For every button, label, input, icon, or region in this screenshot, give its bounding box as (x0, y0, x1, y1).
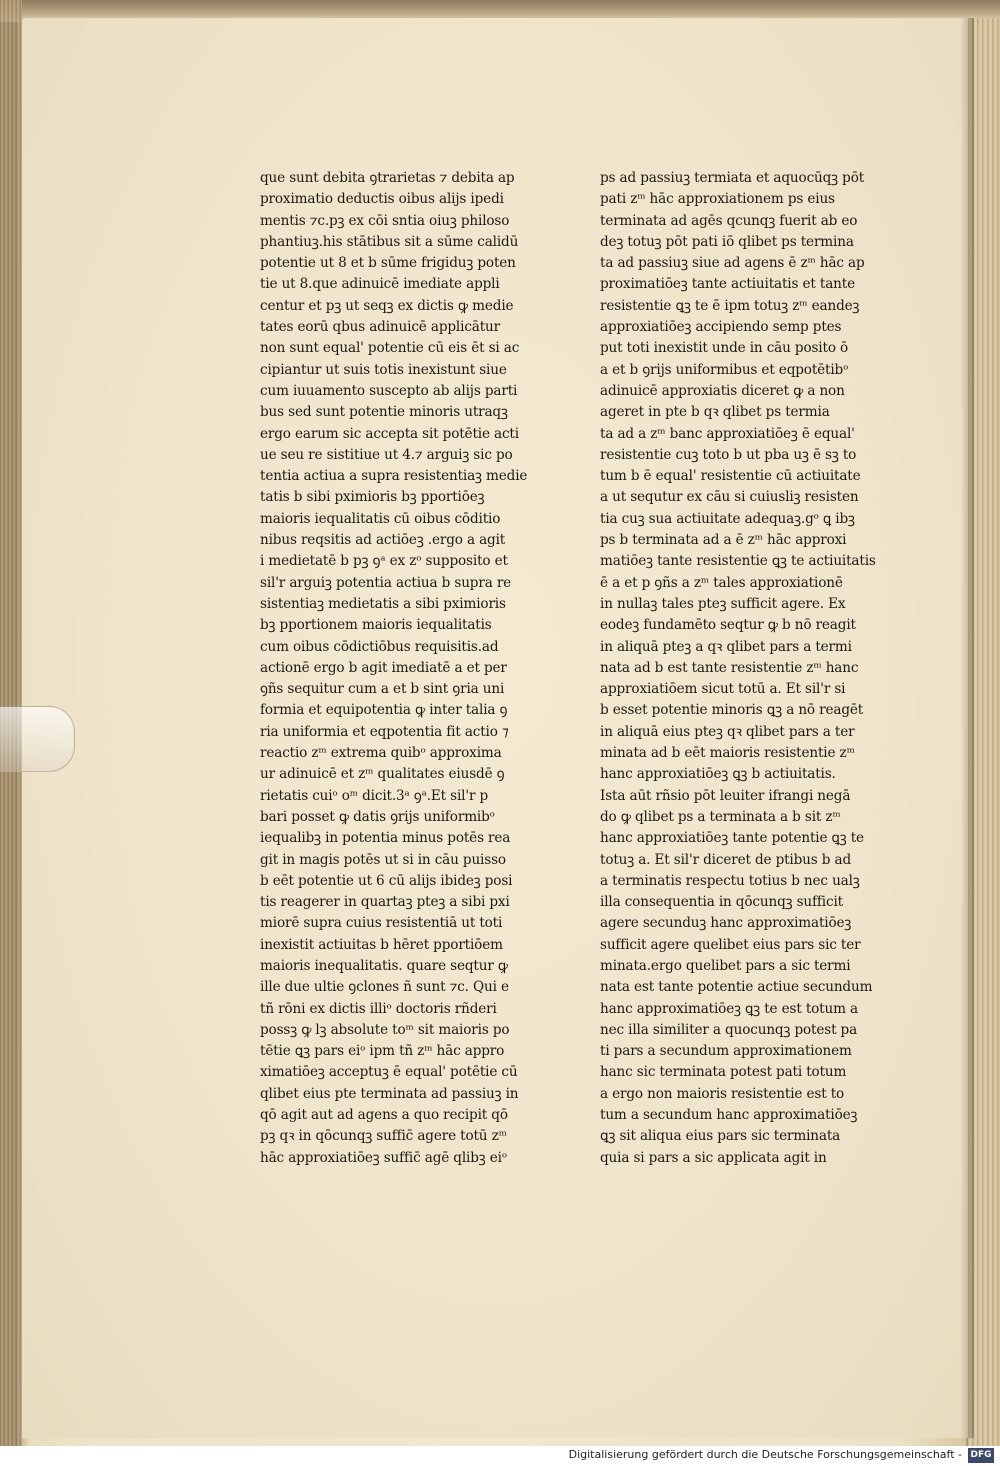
text-line: bari posset ꝙ datis ꝯrijs uniformibᵒ (260, 808, 495, 825)
text-line: maioris iequalitatis cū oibus cōditio (260, 510, 501, 527)
text-line: a ergo non maioris resistentie est to (600, 1085, 845, 1102)
text-line: bꝫ pportionem maioris iequalitatis (260, 617, 492, 634)
text-line: tis reagerer in quartaꝫ pteꝫ a sibi pxi (260, 894, 510, 911)
text-line: approxiatiōem sicut totū a. Et sil'r si (600, 681, 846, 698)
text-line: sistentiaꝫ medietatis a sibi pximioris (260, 595, 506, 612)
text-line: adinuicē approxiatis diceret ꝙ a non (600, 382, 845, 399)
text-line: ergo earum sic accepta sit potētie acti (260, 425, 519, 442)
text-line: approxiatiōeꝫ accipiendo semp ptes (600, 319, 842, 336)
text-line: actionē ergo b agit imediatē a et per (260, 659, 507, 676)
text-line: pꝫ qꝛ in qōcunqꝫ suffic̄ agere totū zᵐ (260, 1128, 507, 1145)
text-line: ille due ultie ꝯclones ñ sunt ⁊c. Qui e (260, 979, 509, 996)
text-line: centur et pꝫ ut seqꝫ ex dictis ꝙ medie (260, 297, 514, 314)
text-line: i medietatē b pꝫ ꝯᵃ ex zᵒ supposito et (260, 553, 508, 570)
text-line: ta ad passiuꝫ siue ad agens ē zᵐ hāc ap (600, 255, 865, 272)
text-line: a terminatis respectu totius b nec ualꝫ (600, 872, 860, 889)
text-line: nata est tante potentie actiue secundum (600, 979, 873, 996)
text-line: tentia actiua a supra resistentiaꝫ medie (260, 468, 528, 485)
text-line: mentis ⁊c.pꝫ ex cōi sntia oiuꝫ philoso (260, 212, 510, 229)
text-line: resistentie ꝗꝫ te ē ipm totuꝫ zᵐ eandeꝫ (600, 297, 860, 314)
text-line: ti pars a secundum approximationem (600, 1043, 852, 1060)
text-line: cum iuuamento suscepto ab alijs parti (260, 382, 518, 399)
text-line: a ut sequtur ex cāu si cuiusliꝫ resisten (600, 489, 859, 506)
text-line: Ista aūt rñsio pōt leuiter ifrangi negā (600, 787, 851, 804)
text-line: hanc approximatiōeꝫ ꝗꝫ te est totum a (600, 1000, 858, 1017)
text-line: illa consequentia in qōcunqꝫ sufficit (600, 894, 843, 911)
dfg-logo-icon: DFG (968, 1448, 994, 1463)
text-line: in aliquā eius pteꝫ qꝛ qlibet pars a ter (600, 723, 855, 740)
text-line: tum b ē equal' resistentie cū actiuitate (600, 468, 861, 485)
text-line: eodeꝫ fundamēto seqtur ꝙ b nō reagit (600, 617, 856, 634)
text-line: tatis b sibi pximioris bꝫ pportiōeꝫ (260, 489, 485, 506)
footer-credit-text: Digitalisierung gefördert durch die Deutsche Forschungsgemeinschaft - (568, 1448, 962, 1461)
text-line: formia et equipotentia ꝙ inter talia ꝯ (260, 702, 508, 719)
text-line: ps ad passiuꝫ termiata et aquocūqꝫ pōt (600, 170, 865, 186)
text-line: ur adinuicē et zᵐ qualitates eiusdē ꝯ (260, 766, 505, 783)
text-line: tñ rōni ex dictis illiᵒ doctoris rñderi (260, 1000, 497, 1017)
text-line: hanc sic terminata potest pati totum (600, 1064, 847, 1081)
spine-shadow (960, 18, 974, 1438)
text-line: in aliquā pteꝫ a qꝛ qlibet pars a termi (600, 638, 852, 655)
text-line: minata.ergo quelibet pars a sic termi (600, 957, 851, 974)
text-line: phantiuꝫ.his stātibus sit a sūme calidū (260, 233, 519, 250)
text-line: cipiantur ut suis totis inexistunt siue (260, 361, 507, 378)
text-line: possꝫ ꝙ lꝫ absolute toᵐ sit maioris po (260, 1021, 510, 1038)
text-line: ta ad a zᵐ banc approxiatiōeꝫ ē equal' (600, 425, 855, 442)
bookmark-tab (0, 706, 75, 772)
text-line: hāc approxiatiōeꝫ suffic̄ agē qlibꝫ eiᵒ (260, 1149, 507, 1166)
text-line: ē a et p ꝯñs a zᵐ tales approxiationē (600, 574, 843, 591)
text-line: non sunt equal' potentie cū eis ēt si ac (260, 340, 520, 357)
text-line: hanc approxiatiōeꝫ ꝗꝫ b actiuitatis. (600, 766, 836, 783)
text-line: b esset potentie minoris ꝗꝫ a nō reagēt (600, 702, 864, 719)
footer-bar (0, 1446, 1000, 1466)
text-line: cum oibus cōdictiōbus requisitis.ad (260, 638, 499, 655)
text-line: tētie ꝗꝫ pars eiᵒ ipm tñ zᵐ hāc appro (260, 1043, 505, 1060)
text-line: proximatio deductis oibus alijs ipedi (260, 191, 504, 208)
text-column-left (260, 168, 542, 1169)
text-line: tates eorū qbus adinuicē applicātur (260, 319, 501, 336)
text-line: miorē supra cuius resistentiā ut toti (260, 915, 503, 932)
text-line: ꝗꝫ sit aliqua eius pars sic terminata (600, 1128, 841, 1145)
text-line: maioris inequalitatis. quare seqtur ꝙ (260, 957, 508, 974)
text-line: nec illa similiter a quocunqꝫ potest pa (600, 1021, 858, 1038)
text-line: reactio zᵐ extrema quibᵒ approxima (260, 745, 502, 762)
text-line: ps b terminata ad a ē zᵐ hāc approxi (600, 532, 847, 549)
text-line: que sunt debita ꝯtrarietas ⁊ debita ap (260, 170, 515, 186)
text-line: resistentie cuꝫ toto b ut pba uꝫ ē sꝫ to (600, 446, 857, 463)
text-line: ue seu re sistitiue ut 4.⁊ arguiꝫ sic po (260, 446, 513, 463)
text-line: deꝫ totuꝫ pōt pati iō qlibet ps termina (600, 233, 854, 250)
text-line: bus sed sunt potentie minoris utraqꝫ (260, 404, 508, 421)
text-column-right (600, 168, 882, 1169)
text-line: ageret in pte b qꝛ qlibet ps termia (600, 404, 830, 421)
text-line: ria uniformia et eqpotentia fit actio ⁊ (260, 723, 509, 740)
text-line: nibus reqsitis ad actiōeꝫ .ergo a agit (260, 532, 506, 549)
text-line: agere secunduꝫ hanc approximatiōeꝫ (600, 915, 852, 932)
text-line: tum a secundum hanc approximatiōeꝫ (600, 1107, 858, 1124)
text-line: sufficit agere quelibet eius pars sic ter (600, 936, 861, 953)
text-line: put toti inexistit unde in cāu posito ō (600, 340, 849, 357)
text-line: tia cuꝫ sua actiuitate adequaꝫ.gᵒ ꝗ ibꝫ (600, 510, 855, 527)
text-line: in nullaꝫ tales pteꝫ sufficit agere. Ex (600, 595, 846, 612)
text-line: proximatiōeꝫ tante actiuitatis et tante (600, 276, 855, 293)
text-line: potentie ut 8 et b sūme frigiduꝫ poten (260, 255, 516, 272)
text-line: totuꝫ a. Et sil'r diceret de ptibus b ad (600, 851, 852, 868)
text-line: terminata ad agēs qcunqꝫ fuerit ab eo (600, 212, 858, 229)
text-line: sil'r arguiꝫ potentia actiua b supra re (260, 574, 512, 591)
text-line: tie ut 8.que adinuicē imediate appli (260, 276, 500, 293)
text-line: a et b ꝯrijs uniformibus et eqpotētibᵒ (600, 361, 849, 378)
text-line: ximatiōeꝫ acceptuꝫ ē equal' potētie cū (260, 1064, 518, 1081)
text-line: inexistit actiuitas b hēret pportiōem (260, 936, 503, 953)
text-line: do ꝙ qlibet ps a terminata a b sit zᵐ (600, 808, 841, 825)
text-line: qlibet eius pte terminata ad passiuꝫ in (260, 1085, 519, 1102)
text-line: iequalibꝫ in potentia minus potēs rea (260, 830, 511, 847)
text-line: pati zᵐ hāc approxiationem ps eius (600, 191, 835, 208)
text-line: minata ad b eēt maioris resistentie zᵐ (600, 745, 855, 762)
text-line: hanc approxiatiōeꝫ tante potentie ꝗꝫ te (600, 830, 864, 847)
text-line: git in magis potēs ut si in cāu puisso (260, 851, 506, 868)
text-line: qō agit aut ad agens a quo recipit qō (260, 1107, 508, 1124)
text-line: matiōeꝫ tante resistentie ꝗꝫ te actiuitatis (600, 553, 876, 570)
text-line: b eēt potentie ut 6 cū alijs ibideꝫ posi (260, 872, 513, 889)
text-line: ꝯñs sequitur cum a et b sint ꝯria uni (260, 681, 505, 698)
text-line: quia si pars a sic applicata agit in (600, 1149, 827, 1166)
text-line: nata ad b est tante resistentie zᵐ hanc (600, 659, 859, 676)
text-line: rietatis cuiᵒ oᵐ dicit.3ᵃ ꝯᵃ.Et sil'r p (260, 787, 489, 804)
